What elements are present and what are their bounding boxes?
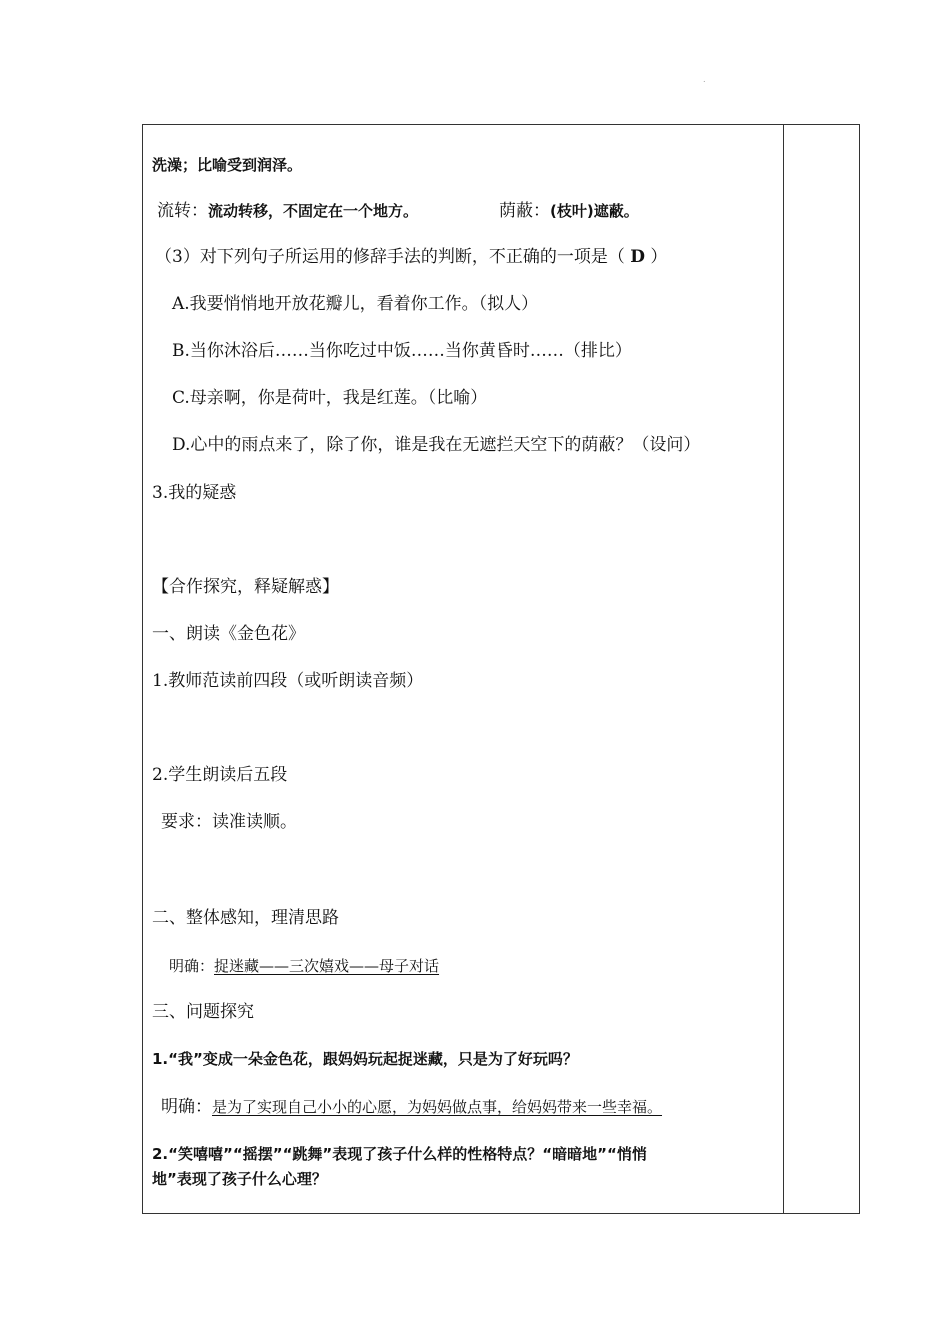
line-vocab-1: 洗澡；比喻受到润泽。 <box>152 156 303 174</box>
header-mark: . <box>703 75 706 84</box>
column-divider <box>783 125 784 1213</box>
question-3-close: ） <box>650 247 668 267</box>
question-1: 1.“我”变成一朵金色花，跟妈妈玩起捉迷藏，只是为了好玩吗？ <box>152 1050 578 1068</box>
question-2-line-1: 2.“笑嘻嘻”“摇摆”“跳舞”表现了孩子什么样的性格特点？“暗暗地”“悄悄 <box>152 1145 647 1163</box>
def-yinbi: (枝叶)遮蔽。 <box>550 202 639 220</box>
question-3-answer: D <box>630 247 645 267</box>
term-yinbi: 荫蔽： <box>499 201 550 221</box>
option-a: A.我要悄悄地开放花瓣儿，看着你工作。（拟人） <box>172 294 539 314</box>
my-doubt: 3.我的疑惑 <box>152 483 237 503</box>
part-1-item-2: 2.学生朗读后五段 <box>152 765 288 785</box>
option-b: B.当你沐浴后……当你吃过中饭……当你黄昏时……（排比） <box>172 341 632 361</box>
question-3-text: （3）对下列句子所运用的修辞手法的判断，不正确的一项是（ <box>155 247 625 267</box>
line-vocab-3 <box>499 200 639 222</box>
term-liuzhuan: 流转： <box>157 201 208 221</box>
line-vocab-2 <box>157 200 418 222</box>
part-2-answer-label: 明确： <box>169 957 215 975</box>
section-heading: 【合作探究，释疑解惑】 <box>152 577 339 597</box>
question-3 <box>155 246 667 268</box>
lesson-table <box>142 124 860 1214</box>
option-d: D.心中的雨点来了，除了你，谁是我在无遮拦天空下的荫蔽？（设问） <box>172 435 701 455</box>
part-2-answer-text: 捉迷藏——三次嬉戏——母子对话 <box>214 957 440 975</box>
part-3-heading: 三、问题探究 <box>152 1002 254 1022</box>
question-1-answer-text: 是为了实现自己小小的心愿，为妈妈做点事，给妈妈带来一些幸福。 <box>212 1098 663 1116</box>
def-liuzhuan: 流动转移，不固定在一个地方。 <box>208 202 419 220</box>
question-1-answer-label: 明确： <box>161 1097 212 1117</box>
content-cell <box>143 125 783 1213</box>
question-1-answer <box>161 1096 662 1118</box>
part-2-heading: 二、整体感知，理清思路 <box>152 908 339 928</box>
part-1-item-1: 1.教师范读前四段（或听朗读音频） <box>152 671 424 691</box>
part-1-heading: 一、朗读《金色花》 <box>152 624 305 644</box>
option-c: C.母亲啊，你是荷叶，我是红莲。（比喻） <box>172 388 488 408</box>
part-2-answer <box>169 955 439 977</box>
part-1-requirement: 要求：读准读顺。 <box>161 812 297 832</box>
question-2-line-2: 地”表现了孩子什么心理？ <box>152 1170 327 1188</box>
